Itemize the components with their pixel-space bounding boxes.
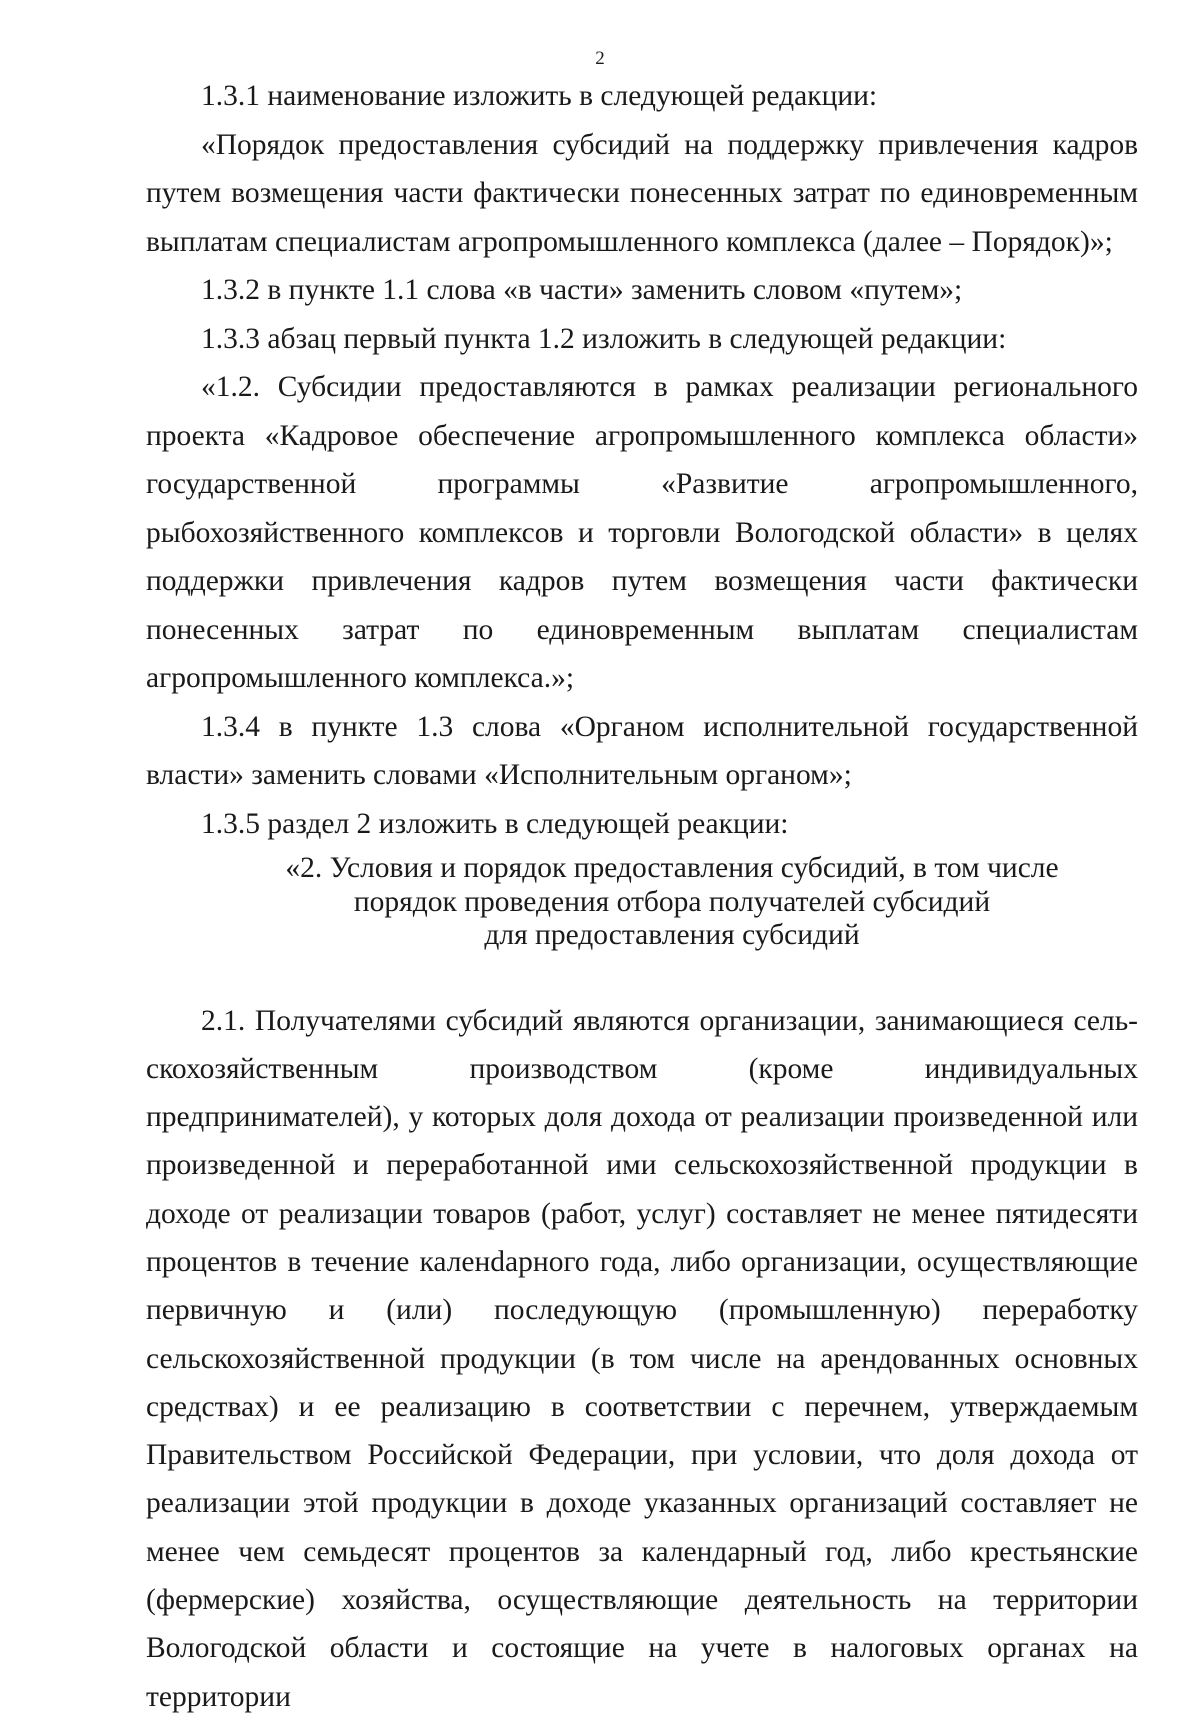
paragraph-2-1: 2.1. Получателями субсидий являются организации, занимающиеся сельскохозяйственным производством (кроме индивидуальных предпринимателей), у которых доля дохода от реализации произведенной или произведенной и переработанной ими сельскохозяйственной продукции в доходе от реализации товаров (работ, услуг) составляет не менее пятидесяти процентов в течение каленdарного года, либо организации, осуществляющие первичную и (или) последующую (промышленную) переработку сельскохозяйственной продукции (в том числе на арендованных основных средствах) и ее реализацию в соответствии с перечнем, утверждаемым Правительством Российской Федерации, при условии, что доля дохода от реализации этой продукции в доходе указанных организаций составляет не менее чем семьдесят процентов за календарный год, либо крестьянские (фермерские) хозяйства, осуществляющие деятельность на территории Вологодской области и состоящие на учете в налоговых органах на территории [146, 1004, 1138, 1713]
section-heading-line-3: для предоставления субсидий [484, 919, 860, 951]
section-heading-line-2: порядок проведения отбора получателей субсидий [353, 885, 991, 918]
paragraph-order-title: «Порядок предоставления субсидий на поддержку привлечения кадров путем возмещения части фактически понесенных затрат по единовременным выплатам специалистам агропромышленного комплекса (далее – Порядок)»; [146, 128, 1138, 258]
page-number: 2 [595, 48, 605, 69]
paragraph-1-3-1: 1.3.1 наименование изложить в следующей редакции: [201, 80, 878, 112]
section-heading-line-1: «2. Условия и порядок предоставления субсидий, в том числе [285, 852, 1059, 884]
paragraph-1-3-5: 1.3.5 раздел 2 изложить в следующей реакции: [201, 807, 789, 840]
paragraph-1-2-text: «1.2. Субсидии предоставляются в рамках реализации регионального проекта «Кадровое обеспечение агропромышленного комплекса области» государственной программы «Развитие агропромышленного, рыбохозяйственного комплексов и торговли Вологодской области» в целях поддержки привлечения кадров путем возмещения части фактически понесенных затрат по единовременным выплатам специалистам агропромышленного комплекса.»; [146, 371, 1138, 694]
section-2-heading [146, 852, 1138, 953]
document-body [146, 72, 1138, 1721]
paragraph-1-3-4: 1.3.4 в пункте 1.3 слова «Органом исполнительной государственной власти» заменить словами «Исполнительным органом»; [146, 710, 1138, 791]
paragraph-1-3-2: 1.3.2 в пункте 1.1 слова «в части» заменить словом «путем»; [201, 274, 963, 306]
heading-spacer [146, 953, 1138, 997]
paragraph-1-3-3: 1.3.3 абзац первый пункта 1.2 изложить в следующей редакции: [201, 322, 1007, 355]
